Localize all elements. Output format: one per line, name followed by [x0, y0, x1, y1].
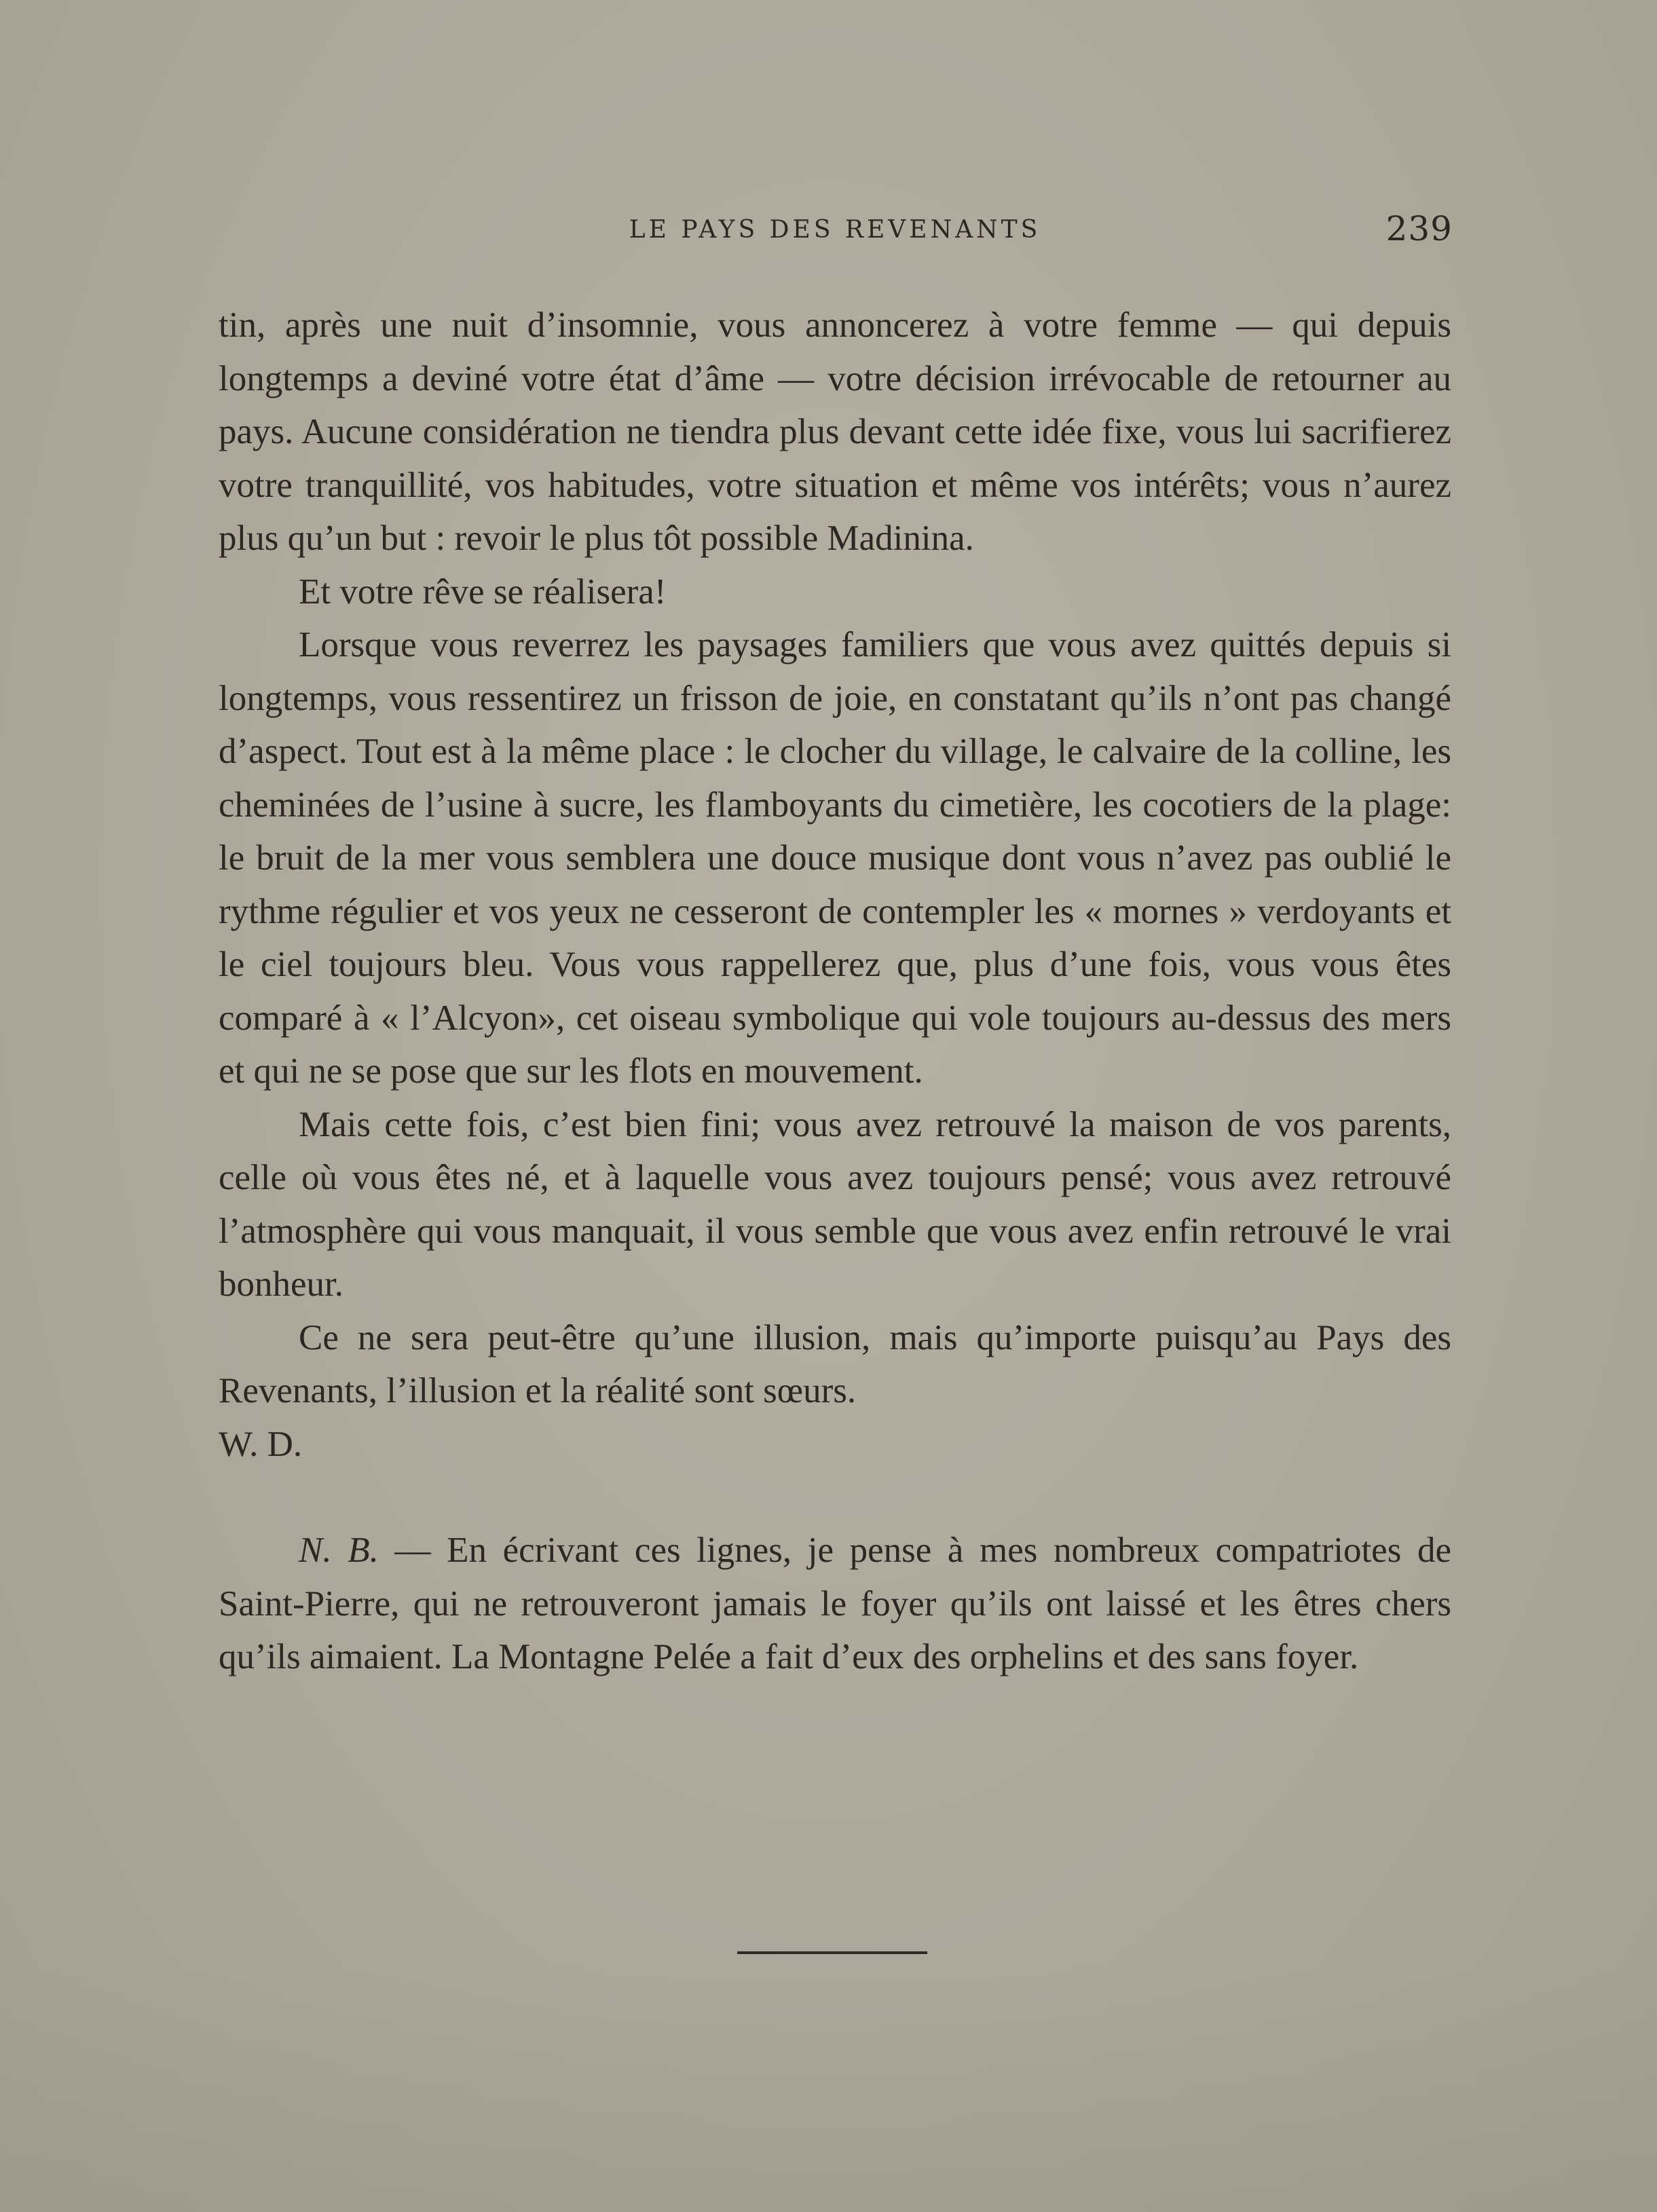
- end-rule: [737, 1951, 927, 1954]
- paragraph: Ce ne sera peut-être qu’une illusion, mais qu’importe puisqu’au Pays des Revenants, l’illusion et la réalité sont sœurs.: [219, 1317, 1451, 1410]
- signature: W. D.: [219, 1424, 303, 1464]
- page-header: [217, 209, 1453, 250]
- note-text: — En écrivant ces lignes, je pense à mes nombreux compatriotes de Saint-Pierre, qui ne retrouveront jamais le foyer qu’ils ont laissé et les êtres chers qu’ils aimaient. La Montagne Pelée a fait d’eux des orphelins et des sans foyer.: [219, 1531, 1451, 1676]
- note-paragraph: [219, 1524, 1451, 1684]
- body-text: [219, 299, 1451, 1684]
- paragraph: Lorsque vous reverrez les paysages familiers que vous avez quittés depuis si longtemps, vous ressentirez un frisson de joie, en constatant qu’ils n’ont pas changé d’aspect. Tout est à la même place : le clocher du village, le calvaire de la colline, les cheminées de l’usine à sucre, les flamboyants du cimetière, les cocotiers de la plage: le bruit de la mer vous semblera une douce musique dont vous n’avez pas oublié le rythme régulier et vos yeux ne cesseront de contempler les « mornes » verdoyants et le ciel toujours bleu. Vous vous rappellerez que, plus d’une fois, vous vous êtes comparé à « l’Alcyon», cet oiseau symbolique qui vole toujours au-dessus des mers et qui ne se pose que sur les flots en mouvement.: [219, 625, 1451, 1091]
- paragraph: Et votre rêve se réalisera!: [299, 571, 667, 612]
- paragraph-continuation: tin, après une nuit d’insomnie, vous annoncerez à votre femme — qui depuis longtemps a deviné votre état d’âme — votre décision irrévocable de retourner au pays. Aucune considération ne tiendra plus devant cette idée fixe, vous lui sacrifierez votre tranquillité, vos habitudes, votre situation et même vos intérêts; vous n’aurez plus qu’un but : revoir le plus tôt possible Madinina.: [219, 305, 1451, 558]
- page-number: 239: [1385, 209, 1453, 248]
- paragraph: Mais cette fois, c’est bien fini; vous avez retrouvé la maison de vos parents, celle où vous êtes né, et à laquelle vous avez toujours pensé; vous avez retrouvé l’atmosphère qui vous manquait, il vous semble que vous avez enfin retrouvé le vrai bonheur.: [219, 1104, 1451, 1304]
- note-label: N. B.: [299, 1531, 379, 1570]
- running-title: LE PAYS DES REVENANTS: [629, 216, 1041, 244]
- spacer: [219, 1471, 1451, 1524]
